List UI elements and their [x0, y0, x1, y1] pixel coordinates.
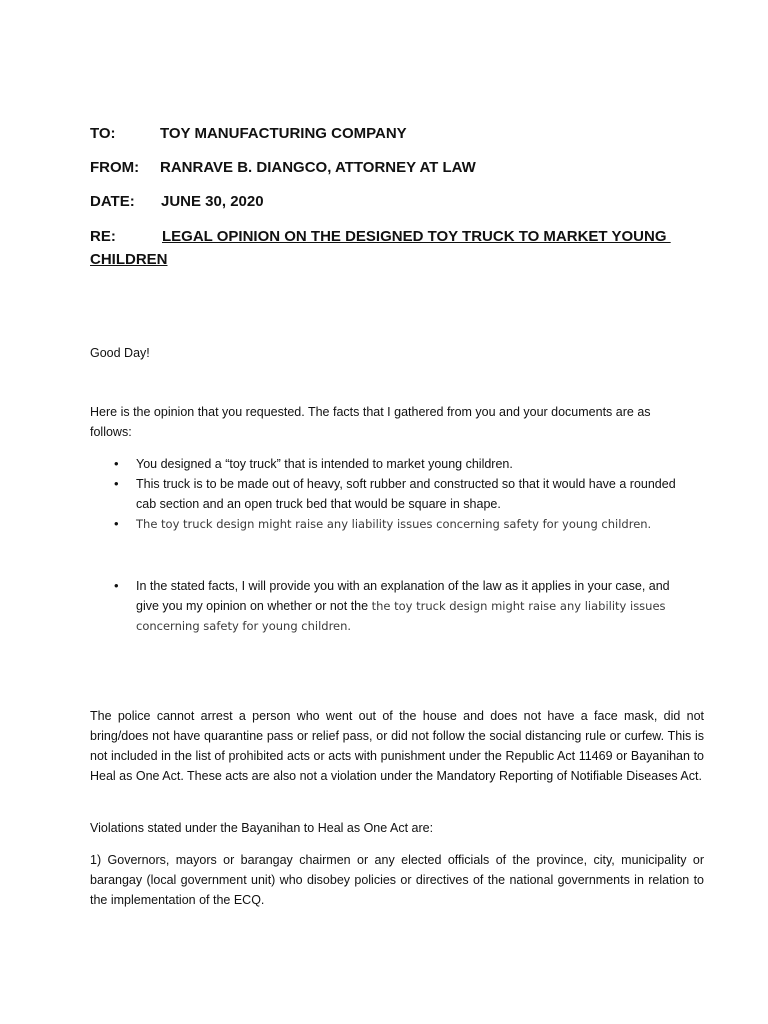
fact-text: This truck is to be made out of heavy, soft rubber and constructed so that it would have a rounded cab section and an open truck bed that would be square in shape.	[136, 477, 676, 511]
list-item	[110, 474, 680, 514]
bullet-icon: •	[114, 456, 119, 471]
memo-re-value: LEGAL OPINION ON THE DESIGNED TOY TRUCK TO MARKET YOUNG	[162, 228, 671, 245]
memo-re-row	[90, 228, 671, 245]
bullet-icon: •	[114, 476, 119, 491]
fact-text: The toy truck design might raise any liability issues concerning safety for young children.	[136, 517, 652, 531]
bullet-icon: •	[114, 516, 119, 531]
greeting: Good Day!	[90, 346, 150, 360]
fact-text: You designed a “toy truck” that is intended to market young children.	[136, 457, 513, 471]
bullet-icon: •	[114, 578, 119, 593]
opinion-list	[110, 576, 680, 636]
paragraph-police: The police cannot arrest a person who went out of the house and does not have a face mask, did not bring/does not have quarantine pass or relief pass, or did not follow the social distancing rule or curfew. This is not included in the list of prohibited acts or acts with punishment under the Republic Act 11469 or Bayanihan to Heal as One Act. These acts are also not a violation under the Mandatory Reporting of Notifiable Diseases Act.	[90, 709, 704, 783]
memo-date-row	[90, 193, 264, 210]
memo-from-value: RANRAVE B. DIANGCO, ATTORNEY AT LAW	[160, 159, 476, 176]
memo-re-value-continued: CHILDREN	[90, 251, 168, 268]
memo-from-label: FROM:	[90, 159, 140, 176]
violations-heading: Violations stated under the Bayanihan to Heal as One Act are:	[90, 821, 434, 835]
memo-to-label: TO:	[90, 125, 116, 142]
facts-list	[110, 454, 680, 534]
memo-to-value: TOY MANUFACTURING COMPANY	[160, 125, 407, 142]
memo-to-row	[90, 125, 407, 142]
opinion-text-continued: the toy truck design might raise any liability issues concerning safety for young children.	[136, 599, 666, 633]
memo-from-row	[90, 159, 476, 176]
intro-paragraph: Here is the opinion that you requested. The facts that I gathered from you and your documents are as follows:	[90, 405, 651, 439]
memo-re-label: RE:	[90, 228, 116, 245]
violation-item-1: 1) Governors, mayors or barangay chairmen or any elected officials of the province, city, municipality or barangay (local government unit) who disobey policies or directives of the national governments in relation to the implementation of the ECQ.	[90, 853, 704, 907]
memo-date-value: JUNE 30, 2020	[161, 193, 264, 210]
opinion-text: In the stated facts, I will provide you with an explanation of the law as it applies in your case, and give you my opinion on whether or not the	[136, 579, 670, 613]
list-item	[110, 454, 680, 474]
memo-date-label: DATE:	[90, 193, 135, 210]
list-item	[110, 514, 680, 534]
list-item	[110, 576, 680, 636]
